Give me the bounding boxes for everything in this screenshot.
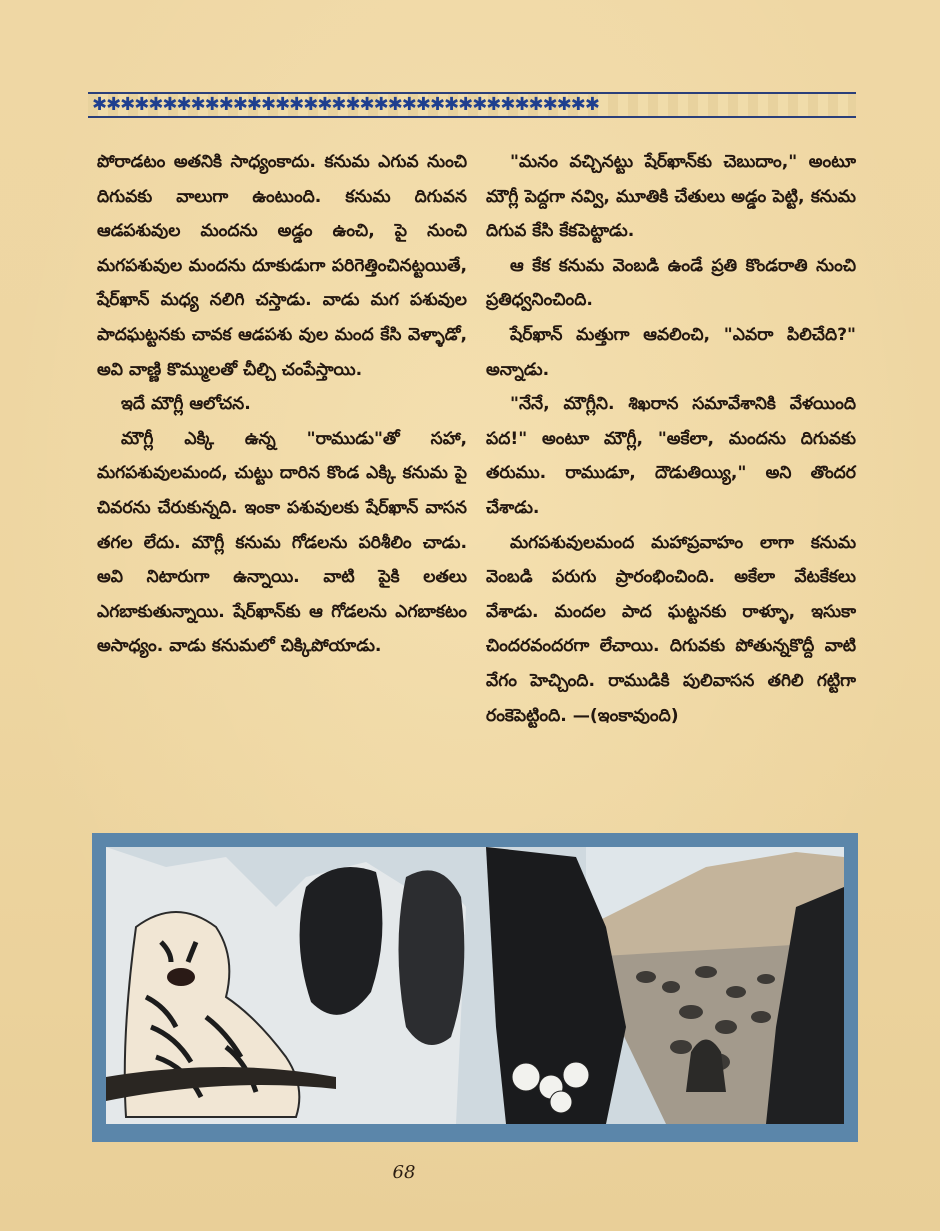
- paragraph: మగపశువులమంద మహాప్రవాహం లాగా కనుమ వెంబడి పరుగు ప్రారంభించింది. అకేలా వేటకేకలు వేశాడు. మందల పాద ఘట్టనకు రాళ్ళూ, ఇసుకా చిందరవందరగా లేచాయి. దిగువకు పోతున్నకొద్దీ వాటి వేగం హెచ్చింది. రాముడికి పులివాసన తగిలి గట్టిగా రంకెపెట్టింది. —(ఇంకావుంది): [486, 532, 856, 726]
- ornament-stars: ✱✱✱✱✱✱✱✱✱✱✱✱✱✱✱✱✱✱✱✱✱✱✱✱✱✱✱✱✱✱✱✱✱✱✱✱: [92, 94, 599, 115]
- rock-formation: [399, 870, 465, 1045]
- rock-formation: [300, 867, 383, 1015]
- tiger-in-ravine-illustration: [106, 847, 844, 1124]
- paragraph: షేర్‌ఖాన్ మత్తుగా ఆవలించి, "ఎవరా పిలిచేది?" అన్నాడు.: [486, 324, 856, 380]
- paragraph: ఇదే మౌగ్లీ ఆలోచన.: [121, 394, 251, 415]
- tiger-mouth: [167, 968, 195, 986]
- paragraph: మౌగ్లీ ఎక్కి ఉన్న "రాముడు"తో సహా, మగపశువులమంద, చుట్టు దారిన కొండ ఎక్కి కనుమ పై చివరను చేరుకున్నది. ఇంకా పశువులకు షేర్‌ఖాన్ వాసన తగల లేదు. మౌగ్లీ కనుమ గోడలను పరిశీలిం చాడు. అవి నిటారుగా ఉన్నాయి. వాటి పైకి లతలు ఎగబాకుతున్నాయి. షేర్‌ఖాన్‌కు ఆ గోడలను ఎగబాకటం అసాధ్యం. వాడు కనుమలో చిక్కిపోయాడు.: [97, 428, 467, 657]
- paragraph: "మనం వచ్చినట్టు షేర్‌ఖాన్‌కు చెబుదాం," అంటూ మౌగ్లీ పెద్దగా నవ్వి, మూతికి చేతులు అడ్డం పెట్టి, కనుమ దిగువ కేసి కేకపెట్టాడు.: [486, 152, 856, 242]
- left-column: [97, 145, 467, 664]
- ornamental-border: [88, 92, 856, 118]
- story-illustration: [92, 833, 858, 1142]
- paragraph: ఆ కేక కనుమ వెంబడి ఉండే ప్రతి కొండరాతి నుంచి ప్రతిధ్వనించింది.: [486, 255, 856, 311]
- paragraph: పోరాడటం అతనికి సాధ్యంకాదు. కనుమ ఎగువ నుంచి దిగువకు వాలుగా ఉంటుంది. కనుమ దిగువన ఆడపశువుల మందను అడ్డం ఉంచి, పై నుంచి మగపశువుల మందను దూకుడుగా పరిగెత్తించినట్టయితే, షేర్‌ఖాన్ మధ్య నలిగి చస్తాడు. వాడు మగ పశువుల పాదఘట్టనకు చావక ఆడపశు వుల మంద కేసి వెళ్ళాడో, అవి వాణ్ణి కొమ్ములతో చీల్చి చంపేస్తాయి.: [97, 152, 467, 380]
- right-column: [486, 145, 856, 733]
- page-number: 68: [392, 1162, 416, 1183]
- paragraph: "నేనే, మౌగ్లీని. శిఖరాన సమావేశానికి వేళయింది పద!" అంటూ మౌగ్లీ, "అకేలా, మందను దిగువకు తరుము. రాముడూ, దౌడుతియ్యి," అని తొందర చేశాడు.: [486, 394, 856, 518]
